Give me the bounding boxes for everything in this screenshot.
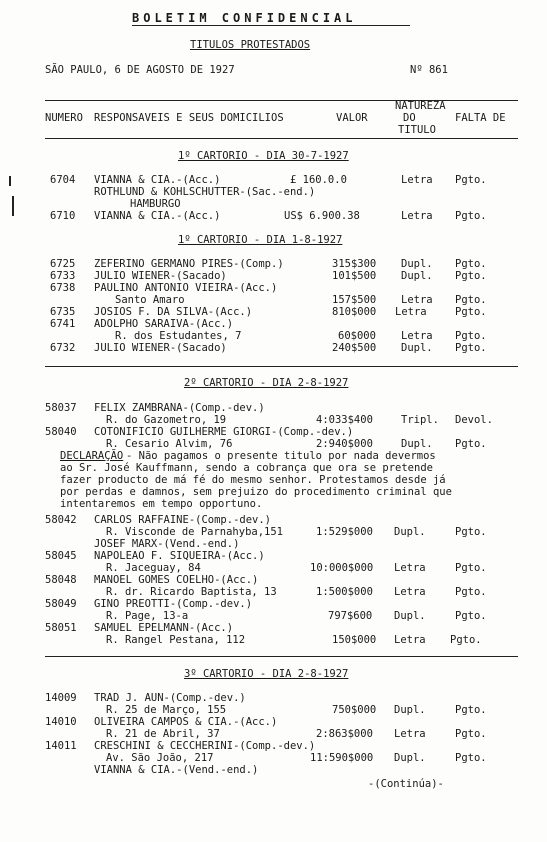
col-natureza-1: NATUREZA — [395, 100, 446, 112]
entry-nature: Letra — [395, 306, 427, 318]
entry-line: R. 25 de Março, 155 — [106, 704, 227, 716]
entry-fault: Pgto. — [455, 174, 487, 186]
entry-name: ZEFERINO GERMANO PIRES-(Comp.) — [94, 258, 284, 270]
entry-value: 315$300 — [332, 258, 377, 270]
entry-line: VIANNA & CIA.-(Vend.-end.) — [94, 764, 259, 776]
entry-fault: Pgto. — [450, 634, 482, 646]
document-subtitle: TITULOS PROTESTADOS — [190, 39, 311, 51]
section-heading: 1º CARTORIO - DIA 1-8-1927 — [178, 234, 343, 246]
entry-nature: Letra — [394, 728, 426, 740]
entry-number: 6704 — [50, 174, 76, 186]
col-natureza-2: DO — [403, 112, 416, 124]
entry-value: 2:940$000 — [316, 438, 373, 450]
entry-nature: Dupl. — [394, 752, 426, 764]
entry-number: 14010 — [45, 716, 77, 728]
entry-line: R. Visconde de Parnahyba,151 — [106, 526, 284, 538]
entry-fault: Pgto. — [455, 610, 487, 622]
entry-nature: Dupl. — [394, 526, 426, 538]
entry-name: TRAD J. AUN-(Comp.-dev.) — [94, 692, 246, 704]
entry-number: 6735 — [50, 306, 76, 318]
entry-number: 6733 — [50, 270, 76, 282]
declaration-text: intentaremos em tempo opportuno. — [60, 498, 263, 510]
entry-line: R. 21 de Abril, 37 — [106, 728, 220, 740]
entry-fault: Pgto. — [455, 270, 487, 282]
entry-value: 240$500 — [332, 342, 377, 354]
entry-value: 60$000 — [338, 330, 376, 342]
entry-name: SAMUEL EPELMANN-(Acc.) — [94, 622, 234, 634]
entry-line: R. do Gazometro, 19 — [106, 414, 227, 426]
entry-name: JULIO WIENER-(Sacado) — [94, 342, 227, 354]
entry-name: OLIVEIRA CAMPOS & CIA.-(Acc.) — [94, 716, 278, 728]
entry-line: R. Rangel Pestana, 112 — [106, 634, 246, 646]
col-numero: NUMERO — [45, 112, 83, 124]
entry-nature: Letra — [394, 586, 426, 598]
entry-nature: Letra — [401, 174, 433, 186]
entry-number: 14011 — [45, 740, 77, 752]
entry-number: 58037 — [45, 402, 77, 414]
entry-number: 6710 — [50, 210, 76, 222]
entry-nature: Tripl. — [401, 414, 439, 426]
section-heading: 3º CARTORIO - DIA 2-8-1927 — [184, 668, 349, 680]
entry-number: 58040 — [45, 426, 77, 438]
entry-nature: Dupl. — [401, 258, 433, 270]
entry-name: COTONIFICIO GUILHERME GIORGI-(Comp.-dev.) — [94, 426, 354, 438]
entry-fault: Pgto. — [455, 258, 487, 270]
entry-fault: Pgto. — [455, 704, 487, 716]
entry-fault: Pgto. — [455, 586, 487, 598]
entry-number: 58049 — [45, 598, 77, 610]
declaration-text: por perdas e damnos, sem prejuizo do procedimento criminal que — [60, 486, 452, 498]
entry-fault: Pgto. — [455, 342, 487, 354]
entry-number: 6738 — [50, 282, 76, 294]
declaration-text: fazer producto de má fé do mesmo senhor. Protestamos desde já — [60, 474, 446, 486]
entry-line: Av. São João, 217 — [106, 752, 214, 764]
entry-fault: Pgto. — [455, 330, 487, 342]
scan-mark — [12, 196, 14, 216]
entry-name: CRESCHINI & CECCHERINI-(Comp.-dev.) — [94, 740, 316, 752]
entry-nature: Letra — [394, 562, 426, 574]
entry-number: 58042 — [45, 514, 77, 526]
entry-number: 58048 — [45, 574, 77, 586]
col-responsaveis: RESPONSAVEIS E SEUS DOMICILIOS — [94, 112, 284, 124]
entry-nature: Dupl. — [401, 438, 433, 450]
entry-number: 6732 — [50, 342, 76, 354]
entry-fault: Pgto. — [455, 210, 487, 222]
entry-value: 1:529$000 — [316, 526, 373, 538]
entry-number: 6741 — [50, 318, 76, 330]
entry-nature: Letra — [401, 294, 433, 306]
entry-name: NAPOLEAO F. SIQUEIRA-(Acc.) — [94, 550, 265, 562]
col-falta: FALTA DE — [455, 112, 506, 124]
declaration-text: ao Sr. José Kauffmann, sendo a cobrança que ora se pretende — [60, 462, 433, 474]
entry-line: Santo Amaro — [115, 294, 185, 306]
entry-number: 58051 — [45, 622, 77, 634]
entry-name: VIANNA & CIA.-(Acc.) — [94, 174, 221, 186]
entry-nature: Dupl. — [401, 342, 433, 354]
place-date: SÃO PAULO, 6 DE AGOSTO DE 1927 — [45, 64, 235, 76]
entry-value: 11:590$000 — [310, 752, 374, 764]
entry-value: 10:000$000 — [310, 562, 374, 574]
entry-fault: Pgto. — [455, 306, 487, 318]
entry-value: US$ 6.900.38 — [284, 210, 360, 222]
entry-fault: Devol. — [455, 414, 493, 426]
entry-nature: Letra — [394, 634, 426, 646]
entry-nature: Dupl. — [401, 270, 433, 282]
document-title: BOLETIM CONFIDENCIAL — [132, 11, 357, 25]
entry-name: PAULINO ANTONIO VIEIRA-(Acc.) — [94, 282, 278, 294]
entry-line: HAMBURGO — [130, 198, 181, 210]
continues-note: -(Continúa)- — [368, 778, 444, 790]
entry-fault: Pgto. — [455, 752, 487, 764]
col-valor: VALOR — [336, 112, 368, 124]
entry-name: GINO PREOTTI-(Comp.-dev.) — [94, 598, 253, 610]
scan-mark — [9, 176, 11, 186]
entry-name: ADOLPHO SARAIVA-(Acc.) — [94, 318, 234, 330]
entry-value: 150$000 — [332, 634, 377, 646]
entry-name: FELIX ZAMBRANA-(Comp.-dev.) — [94, 402, 265, 414]
entry-line: ROTHLUND & KOHLSCHUTTER-(Sac.-end.) — [94, 186, 316, 198]
entry-nature: Letra — [401, 210, 433, 222]
entry-name: CARLOS RAFFAINE-(Comp.-dev.) — [94, 514, 272, 526]
entry-value: 750$000 — [332, 704, 377, 716]
entry-line: R. Cesario Alvim, 76 — [106, 438, 233, 450]
entry-number: 58045 — [45, 550, 77, 562]
entry-line: R. dos Estudantes, 7 — [115, 330, 242, 342]
entry-fault: Pgto. — [455, 294, 487, 306]
entry-value: 4:033$400 — [316, 414, 373, 426]
entry-nature: Dupl. — [394, 704, 426, 716]
entry-line: R. Jaceguay, 84 — [106, 562, 201, 574]
bulletin-number: Nº 861 — [410, 64, 448, 76]
entry-number: 6725 — [50, 258, 76, 270]
entry-value: £ 160.0.0 — [290, 174, 347, 186]
declaration-label: DECLARAÇÃO — [60, 450, 124, 462]
entry-line: R. dr. Ricardo Baptista, 13 — [106, 586, 277, 598]
declaration-text: - Não pagamos o presente titulo por nada devermos — [126, 450, 436, 462]
col-natureza-3: TITULO — [398, 124, 436, 136]
entry-value: 797$600 — [328, 610, 373, 622]
section-heading: 1º CARTORIO - DIA 30-7-1927 — [178, 150, 349, 162]
entry-fault: Pgto. — [455, 728, 487, 740]
entry-value: 1:500$000 — [316, 586, 373, 598]
entry-name: VIANNA & CIA.-(Acc.) — [94, 210, 221, 222]
entry-number: 14009 — [45, 692, 77, 704]
entry-fault: Pgto. — [455, 526, 487, 538]
entry-name: JULIO WIENER-(Sacado) — [94, 270, 227, 282]
entry-line: JOSEF MARX-(Vend.-end.) — [94, 538, 240, 550]
entry-name: JOSIOS F. DA SILVA-(Acc.) — [94, 306, 253, 318]
entry-line: R. Page, 13-a — [106, 610, 189, 622]
entry-value: 157$500 — [332, 294, 377, 306]
entry-value: 101$500 — [332, 270, 377, 282]
entry-fault: Pgto. — [455, 438, 487, 450]
section-heading: 2º CARTORIO - DIA 2-8-1927 — [184, 377, 349, 389]
entry-fault: Pgto. — [455, 562, 487, 574]
entry-nature: Letra — [401, 330, 433, 342]
entry-nature: Dupl. — [394, 610, 426, 622]
entry-name: MANOEL GOMES COELHO-(Acc.) — [94, 574, 259, 586]
entry-value: 810$000 — [332, 306, 377, 318]
entry-value: 2:863$000 — [316, 728, 373, 740]
